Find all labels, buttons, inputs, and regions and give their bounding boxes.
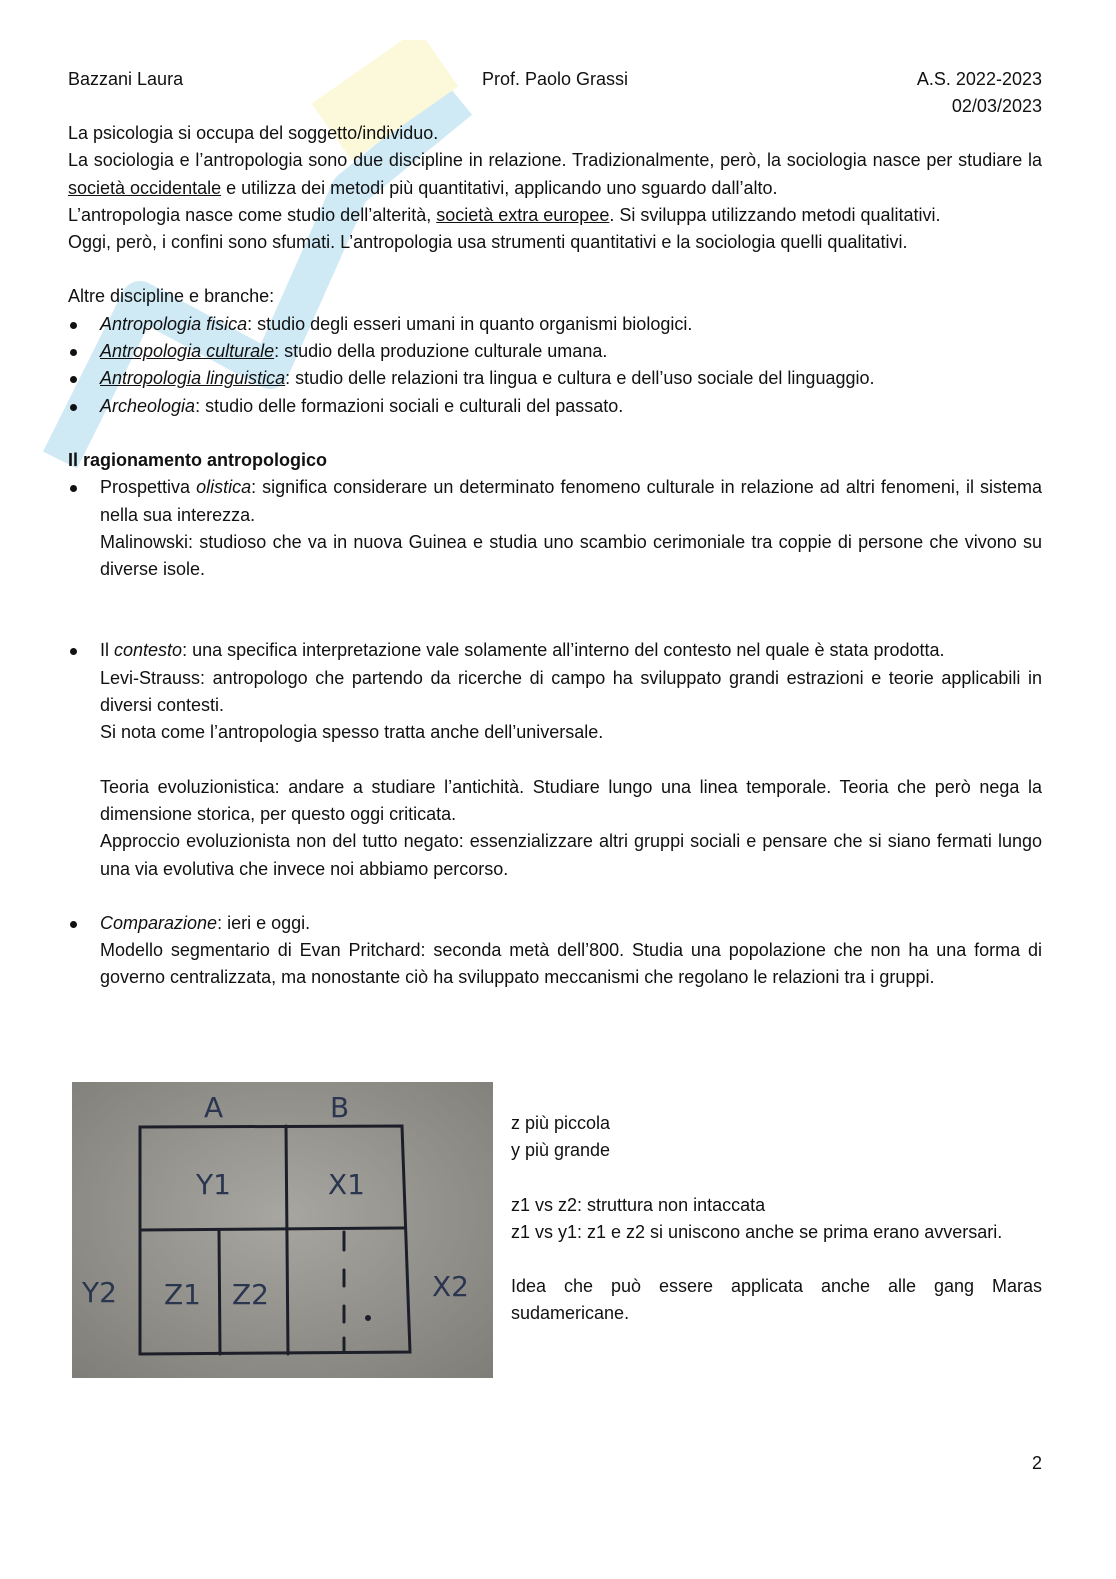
school-year: A.S. 2022-2023 — [916, 69, 1042, 89]
branch-term: Antropologia fisica — [100, 313, 248, 334]
olistica-note: Malinowski: studioso che va in nuova Guinea e studia uno scambio cerimoniale tra coppie di persone che vivono su diverse isole. — [100, 531, 1042, 580]
note-line-4: z1 vs y1: z1 e z2 si uniscono anche se prima erano avversari. — [511, 1221, 1003, 1242]
olistica-desc: : significa considerare un determinato fenomeno culturale in relazione ad altri fenomeni, il sistema nella sua interezza. — [100, 477, 1042, 525]
intro-paragraph-3 — [68, 202, 1042, 229]
contesto-desc: : una specifica interpretazione vale solamente all’interno del contesto nel quale è stata prodotta. — [182, 640, 945, 661]
olistica-pre: Prospettiva — [100, 477, 197, 498]
branch-desc: : studio delle formazioni sociali e culturali del passato. — [195, 395, 624, 416]
intro-p2-text-a: La sociologia e l’antropologia sono due discipline in relazione. Tradizionalmente, però, la sociologia nasce per studiare la — [68, 150, 1042, 171]
author-name: Bazzani Laura — [68, 69, 184, 89]
note-line-2: y più grande — [511, 1140, 611, 1161]
branch-desc: : studio delle relazioni tra lingua e cultura e dell’uso sociale del linguaggio. — [285, 368, 875, 389]
branch-term: Archeologia — [100, 395, 196, 416]
label-y1: Y1 — [196, 1168, 231, 1201]
lecture-date: 02/03/2023 — [951, 96, 1042, 116]
professor-name: Prof. Paolo Grassi — [482, 69, 629, 89]
diagram-dot — [367, 1317, 370, 1320]
intro-paragraph-2 — [68, 147, 1042, 202]
list-item — [68, 365, 1042, 392]
segmentary-model-diagram — [72, 1082, 493, 1378]
contesto-note-3: Teoria evoluzionistica: andare a studiare l’antichità. Studiare lungo una linea temporale. Teoria che però nega la dimensione storica, per questo oggi criticata. — [100, 776, 1042, 824]
label-y2: Y2 — [82, 1276, 117, 1309]
contesto-note-1: Levi-Strauss: antropologo che partendo da ricerche di campo ha sviluppato grandi estrazioni e teorie applicabili in diversi contesti. — [100, 667, 1042, 716]
intro-p2-text-b: e utilizza dei metodi più quantitativi, applicando uno sguardo dall’alto. — [221, 177, 778, 198]
list-item — [68, 393, 1042, 420]
olistica-term: olistica — [196, 477, 252, 498]
note-line-3: z1 vs z2: struttura non intaccata — [511, 1194, 766, 1215]
note-line-1: z più piccola — [511, 1113, 611, 1133]
diagram-notes — [511, 1110, 1042, 1328]
reasoning-list — [68, 474, 1042, 991]
page-number: 2 — [1031, 1453, 1042, 1473]
branch-desc: : studio della produzione culturale umana. — [274, 341, 608, 362]
intro-p2-underlined: società occidentale — [68, 177, 222, 198]
label-z2: Z2 — [232, 1278, 269, 1311]
intro-p3-text-a: L’antropologia nasce come studio dell’alterità, — [68, 204, 437, 225]
section-title: Il ragionamento antropologico — [68, 449, 328, 470]
list-item — [68, 311, 1042, 338]
diagram-drawing — [72, 1082, 493, 1378]
notes-body — [68, 120, 1042, 992]
diagram-middle-line — [140, 1228, 404, 1230]
list-item-olistica — [68, 474, 1042, 610]
branches-list — [68, 311, 1042, 420]
comparazione-note: Modello segmentario di Evan Pritchard: seconda metà dell’800. Studia una popolazione che non ha una forma di governo centralizzata, ma nonostante ciò ha sviluppato meccanismi che regolano le relazioni tra i gruppi. — [100, 940, 1042, 988]
diagram-vertical-line — [286, 1126, 288, 1354]
note-line-5: Idea che può essere applicata anche alle gang Maras sudamericane. — [511, 1276, 1042, 1324]
comparazione-desc: : ieri e oggi. — [217, 912, 311, 933]
contesto-note-4: Approccio evoluzionista non del tutto negato: essenzializzare altri gruppi sociali e pensare che si siano fermati lungo una via evolutiva che invece noi abbiamo percorso. — [100, 831, 1042, 879]
intro-p3-underlined: società extra europee — [436, 204, 610, 225]
branch-term: Antropologia culturale — [100, 341, 275, 362]
label-z1: Z1 — [164, 1278, 201, 1311]
branch-term: Antropologia linguistica — [100, 368, 286, 389]
branch-desc: : studio degli esseri umani in quanto organismi biologici. — [247, 313, 693, 334]
intro-p3-text-b: . Si sviluppa utilizzando metodi qualitativi. — [609, 204, 941, 225]
contesto-term: contesto — [114, 640, 183, 661]
comparazione-term: Comparazione — [100, 912, 218, 933]
list-item-contesto — [68, 637, 1042, 882]
label-x1: X1 — [328, 1168, 365, 1201]
branches-title: Altre discipline e branche: — [68, 286, 275, 307]
label-x2: X2 — [432, 1270, 469, 1303]
list-item-comparazione — [68, 910, 1042, 992]
diagram-z-divider — [219, 1230, 220, 1354]
intro-paragraph-4: Oggi, però, i confini sono sfumati. L’antropologia usa strumenti quantitativi e la sociologia quelli qualitativi. — [68, 232, 908, 253]
list-item — [68, 338, 1042, 365]
intro-paragraph-1: La psicologia si occupa del soggetto/individuo. — [68, 123, 439, 143]
label-b: B — [330, 1091, 350, 1124]
label-a: A — [204, 1091, 224, 1124]
contesto-note-2: Si nota come l’antropologia spesso tratta anche dell’universale. — [100, 722, 604, 743]
contesto-pre: Il — [100, 640, 115, 661]
